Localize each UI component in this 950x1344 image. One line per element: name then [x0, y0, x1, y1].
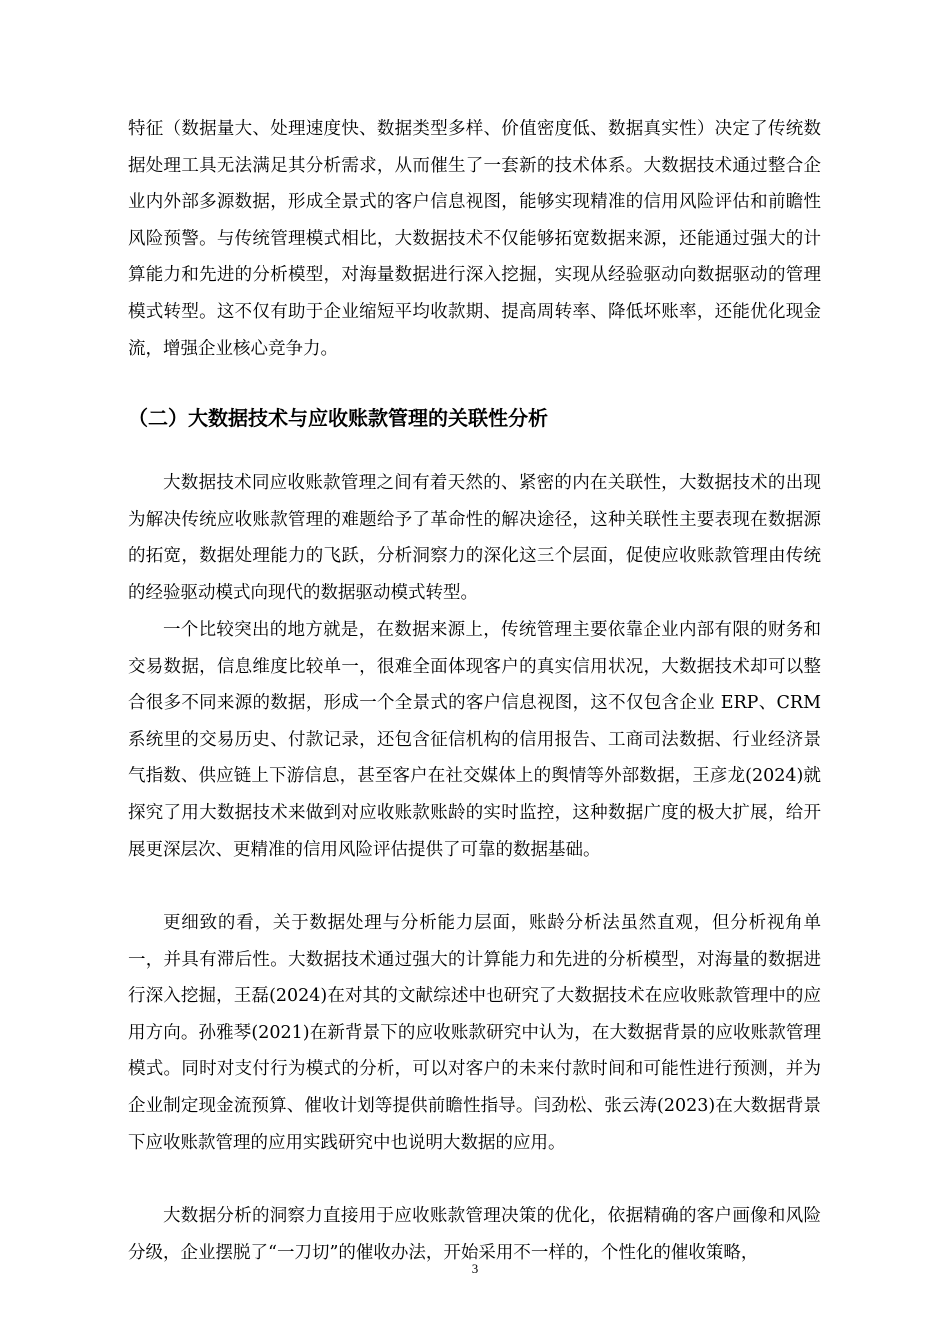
body-paragraph-4: 大数据分析的洞察力直接用于应收账款管理决策的优化，依据精确的客户画像和风险分级，企业摆脱了“一刀切”的催收办法，开始采用不一样的，个性化的催收策略，	[128, 1206, 821, 1263]
body-paragraph-2: 一个比较突出的地方就是，在数据来源上，传统管理主要依靠企业内部有限的财务和交易数据，信息维度比较单一，很难全面体现客户的真实信用状况，大数据技术却可以整合很多不同来源的数据，形成一个全景式的客户信息视图，这不仅包含企业 ERP、CRM 系统里的交易历史、付款记录，还包含征信机构的信用报告、工商司法数据、行业经济景气指数、供应链上下游信息，甚至客户在社交媒体上的舆情等外部数据，王彦龙(2024)就探究了用大数据技术来做到对应收账款账龄的实时监控，这种数据广度的极大扩展，给开展更深层次、更精准的信用风险评估提供了可靠的数据基础。	[128, 620, 821, 860]
section-heading: （二）大数据技术与应收账款管理的关联性分析	[128, 406, 548, 430]
page-number: 3	[471, 1261, 479, 1276]
body-paragraph-continued: 特征（数据量大、处理速度快、数据类型多样、价值密度低、数据真实性）决定了传统数据处理工具无法满足其分析需求，从而催生了一套新的技术体系。大数据技术通过整合企业内外部多源数据，形成全景式的客户信息视图，能够实现精准的信用风险评估和前瞻性风险预警。与传统管理模式相比，大数据技术不仅能够拓宽数据来源，还能通过强大的计算能力和先进的分析模型，对海量数据进行深入挖掘，实现从经验驱动向数据驱动的管理模式转型。这不仅有助于企业缩短平均收款期、提高周转率、降低坏账率，还能优化现金流，增强企业核心竞争力。	[128, 119, 821, 359]
body-paragraph-3: 更细致的看，关于数据处理与分析能力层面，账龄分析法虽然直观，但分析视角单一，并具有滞后性。大数据技术通过强大的计算能力和先进的分析模型，对海量的数据进行深入挖掘，王磊(2024)在对其的文献综述中也研究了大数据技术在应收账款管理中的应用方向。孙雅琴(2021)在新背景下的应收账款研究中认为，在大数据背景的应收账款管理模式。同时对支付行为模式的分析，可以对客户的未来付款时间和可能性进行预测，并为企业制定现金流预算、催收计划等提供前瞻性指导。闫劲松、张云涛(2023)在大数据背景下应收账款管理的应用实践研究中也说明大数据的应用。	[128, 913, 821, 1153]
body-paragraph-1: 大数据技术同应收账款管理之间有着天然的、紧密的内在关联性，大数据技术的出现为解决传统应收账款管理的难题给予了革命性的解决途径，这种关联性主要表现在数据源的拓宽，数据处理能力的飞跃，分析洞察力的深化这三个层面，促使应收账款管理由传统的经验驱动模式向现代的数据驱动模式转型。	[128, 473, 821, 603]
